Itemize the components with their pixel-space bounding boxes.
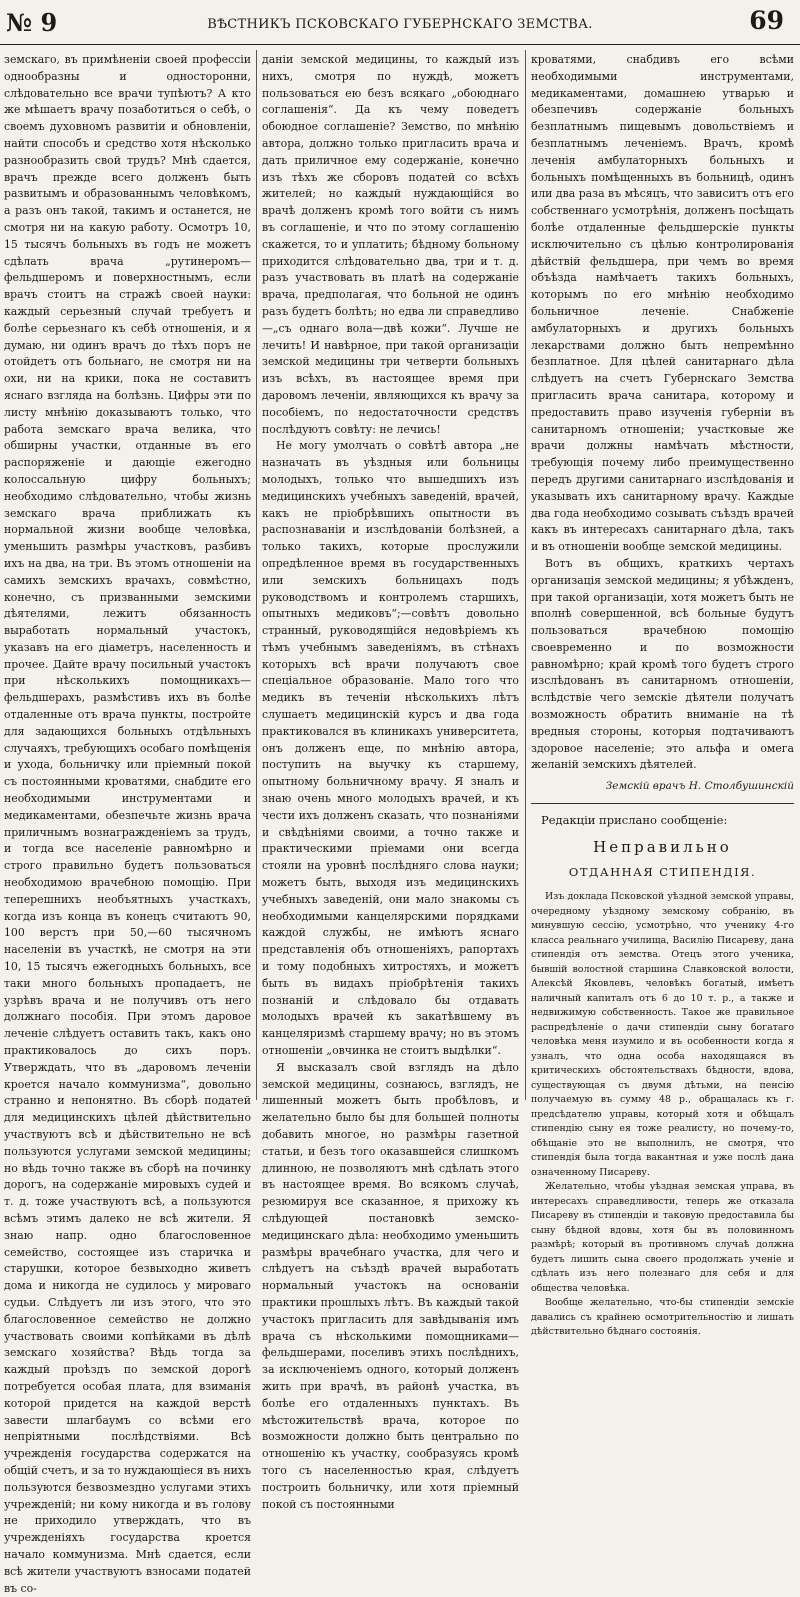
page-number: 69 bbox=[749, 6, 784, 35]
notice-intro: Редакціи прислано сообщеніе: bbox=[541, 813, 728, 828]
section-divider bbox=[531, 803, 794, 804]
signature: Земскій врачъ Н. Столбушинскій bbox=[605, 780, 794, 793]
paragraph: Желательно, чтобы уѣздная земская управа, въ интересахъ справедливости, теперь же отказала Писареву въ стипендіи и таковую предоставила бы сыну бѣдной вдовы, хотя бы въ половинномъ размѣрѣ; который въ противномъ случаѣ должна будетъ лишить сына своего продолжать ученіе и сдѣлать изъ него полезнаго для себя и для общества человѣка. bbox=[531, 1181, 794, 1294]
notice-subtitle: ОТДАННАЯ СТИПЕНДІЯ. bbox=[568, 864, 757, 879]
notice-body bbox=[531, 890, 794, 1340]
paragraph: Не могу умолчать о совѣтѣ автора „не назначать въ уѣздныя или больницы молодыхъ, только что вышедшихъ изъ медицинскихъ учебныхъ заведеній, врачей, какъ не пріобрѣвшихъ опытности въ распознаваніи и изслѣдованіи болѣзней, а только такихъ, которые прослужили опредѣленное время въ государственныхъ или земскихъ больницахъ подъ руководствомъ и контролемъ старшихъ, опытныхъ медиковъ“;—совѣтъ довольно странный, руководящійся недовѣріемъ къ тѣмъ учебнымъ заведеніямъ, въ стѣнахъ которыхъ всѣ врачи получаютъ свое спеціальное образованіе. Мало того что медикъ въ теченіи нѣсколькихъ лѣтъ слушаетъ медицинскій курсъ и два года практиковался въ клиникахъ университета, онъ долженъ еще, по мнѣнію автора, поступить на выучку къ старшему, опытному больничному врачу. Я зналъ и знаю очень много молодыхъ врачей, и къ чести ихъ долженъ сказать, что познаніями и свѣдѣніями своими, а точно также и практическими пріемами они всегда стояли на уровнѣ послѣдняго слова науки; можетъ быть, выходя изъ медицинскихъ учебныхъ заведеній, они мало знакомы съ необходимыми канцелярскими порядками каждой службы, не имѣютъ яснаго представленія объ отношеніяхъ, рапортахъ и тому подобныхъ хитростяхъ, и можетъ быть въ видахъ пріобрѣтенія такихъ познаній и слѣдовало бы отдавать молодыхъ врачей къ закатѣвшему въ канцеляризмѣ старшему врачу; но въ этомъ отношеніи „овчинка не стоитъ выдѣлки“. bbox=[262, 439, 519, 1058]
running-title: ВѢСТНИКЪ ПСКОВСКАГО ГУБЕРНСКАГО ЗЕМСТВА. bbox=[207, 17, 593, 32]
page-header bbox=[0, 0, 800, 45]
column-3 bbox=[531, 52, 794, 1338]
issue-number: № 9 bbox=[6, 8, 58, 37]
paragraph: земскаго, въ примѣненіи своей профессіи однообразны и односторонни, слѣдовательно все врачи тупѣютъ? А кто же мѣшаетъ врачу позаботиться о себѣ, о своемъ духовномъ развитіи и обновленіи, найти способъ и средство хотя нѣсколько разнообразить свой трудъ? Мнѣ сдается, врачъ прежде всего долженъ быть развитымъ и образованнымъ человѣкомъ, а разъ онъ такой, такимъ и останется, не смотря ни на какую работу. Осмотръ 10, 15 тысячъ больныхъ въ годъ не можетъ сдѣлать врача „рутинеромъ—фельдшеромъ и поверхностнымъ, если врачъ стоитъ на стражѣ своей науки: каждый серьезный случай требуетъ и болѣе серьезнаго къ себѣ отношенія, и я думаю, ни одинъ врачъ до тѣхъ поръ не отойдетъ отъ больнаго, не смотря ни на охи, ни на крики, пока не составитъ яснаго взгляда на болѣзнь. Цифры эти по листу мнѣнію доказываютъ только, что работа земскаго врача велика, что обширны участки, отданные въ его распоряженіе и дающіе ежегодно колоссальную цифру больныхъ; необходимо слѣдовательно, чтобы жизнь земскаго врача приближать къ нормальной жизни вообще человѣка, уменьшить размѣры участковъ, разбивъ ихъ на два, на три. Въ этомъ отношеніи на самихъ земскихъ врачахъ, совмѣстно, конечно, съ призванными земскими дѣятелями, лежитъ обязанность выработать нормальный участокъ, указавъ на его діаметръ, населенность и прочее. Дайте врачу посильный участокъ при нѣсколькихъ помощникахъ—фельдшерахъ, размѣстивъ ихъ въ болѣе отдаленные отъ врача пункты, постройте для задающихся больныхъ отдѣльныхъ случаяхъ, требующихъ особаго помѣщенія и ухода, больничку или пріемный покой съ постоянными кроватями, снабдите его необходимыми инструментами и медикаментами, обезпечьте жизнь врача приличнымъ вознагражденіемъ за трудъ, и тогда все населеніе равномѣрно и строго правильно будетъ пользоваться необходимою врачебною помощію. При теперешнихъ необъятныхъ участкахъ, когда изъ конца въ конецъ считаютъ 90, 100 верстъ при 50,—60 тысячномъ населеніи въ участкѣ, не смотря на эти 10, 15 тысячъ ежегодныхъ больныхъ, все таки много больныхъ пропадаетъ, не узрѣвъ врача и не получивъ отъ него должнаго пособія. При этомъ даровое леченіе слѣдуетъ оставить такъ, какъ оно практиковалось до сихъ поръ. Утверждать, что въ „даровомъ леченіи кроется начало коммунизма“, довольно странно и непонятно. Въ сборѣ податей для медицинскихъ цѣлей дѣйствительно участвуютъ всѣ и дѣйствительно не всѣ пользуются услугами земской медицины; но вѣдь точно также въ сборѣ на починку дорогъ, на содержаніе мировыхъ судей и т. д. тоже участвуютъ всѣ, а пользуются всѣмъ этимъ далеко не всѣ жители. Я знаю напр. одно благословенное семейство, состоящее изъ старичка и старушки, которое безвыходно живетъ дома и никогда не судилось у мироваго судьи. Слѣдуетъ ли изъ этого, что это благословенное семейство не должно участвовать своими копѣйками въ дѣлѣ земскаго хозяйства? Вѣдь тогда за каждый проѣздъ по земской дорогѣ потребуется особая плата, для взиманія которой придется на каждой верстѣ завести шлагбаумъ со всѣми его непріятными послѣдствіями. Всѣ учрежденія государства содержатся на общій счетъ, и за то нуждающіеся въ нихъ пользуются безвозмездно услугами этихъ учрежденій; ни кому никогда и въ голову не приходило утверждать, что въ учрежденіяхъ государства кроется начало коммунизма. Мнѣ сдается, если всѣ жители участвуютъ взносами податей въ со- bbox=[4, 53, 251, 1595]
column-rule bbox=[256, 50, 257, 1100]
paragraph: Вообще желательно, что-бы стипендіи земскіе давались съ крайнею осмотрительностію и лишать дѣйствительно бѣднаго состоянія. bbox=[531, 1297, 794, 1338]
paragraph: Я высказалъ свой взглядъ на дѣло земской медицины, сознаюсь, взглядъ, не лишенный можетъ быть пробѣловъ, и желательно было бы для большей полноты добавить многое, но размѣры газетной статьи, и безъ того оказавшейся слишкомъ длинною, не позволяютъ мнѣ сдѣлать этого въ настоящее время. Во всякомъ случаѣ, резюмируя все сказанное, я прихожу къ слѣдующей постановкѣ земско-медицинскаго дѣла: необходимо уменьшить размѣры врачебнаго участка, для чего и слѣдуетъ на съѣздѣ врачей выработать нормальный участокъ на основаніи практики прошлыхъ лѣтъ. Въ каждый такой участокъ пригласить для завѣдыванія имъ врача съ нѣсколькими помощниками—фельдшерами, поселивъ этихъ послѣднихъ, за исключеніемъ одного, который долженъ жить при врачѣ, въ районѣ участка, въ болѣе его отдаленныхъ пунктахъ. Въ мѣстожительствѣ врача, которое по возможности должно быть центрально по отношенію къ участку, сообразуясь кромѣ того съ населенностью края, слѣдуетъ построить больничку, или хотя пріемный покой съ постоянными bbox=[262, 1060, 519, 1511]
column-1 bbox=[4, 52, 251, 1595]
notice-title: Неправильно bbox=[593, 837, 732, 856]
paragraph: даніи земской медицины, то каждый изъ нихъ, смотря по нуждѣ, можетъ пользоваться ею безъ всякаго „обоюднаго соглашенія“. Да къ чему поведетъ обоюдное соглашеніе? Земство, по мнѣнію автора, должно только пригласить врача и дать приличное ему содержаніе, конечно изъ тѣхъ же сборовъ податей со всѣхъ жителей; но каждый нуждающійся во врачѣ долженъ кромѣ того войти съ нимъ въ соглашеніе, и что по этому соглашенію скажется, то и уплатить; бѣдному больному приходится слѣдовательно два, три и т. д. разъ участвовать въ платѣ на содержаніе врача, предполагая, что больной не одинъ разъ будетъ болѣть; но едва ли справедливо—„съ однаго вола—двѣ кожи“. Лучше не лечить! И навѣрное, при такой организаціи земской медицины три четверти больныхъ изъ всѣхъ, въ настоящее время при даровомъ леченіи, являющихся къ врачу за пособіемъ, по недостаточности средствъ послѣдуютъ совѣту: не лечись! bbox=[262, 53, 519, 436]
paragraph: кроватями, снабдивъ его всѣми необходимыми инструментами, медикаментами, домашнею утварью и обезпечивъ содержаніе больныхъ безплатнымъ пищевымъ довольствіемъ и безплатнымъ леченіемъ. Врачъ, кромѣ леченія амбулаторныхъ больныхъ и больныхъ помѣщенныхъ въ больницѣ, одинъ или два раза въ мѣсяцъ, что зависитъ отъ его собственнаго усмотрѣнія, долженъ посѣщать болѣе отдаленные фельдшерскіе пункты исключительно съ цѣлью контролированія дѣйствій фельдшера, при чемъ во время объѣзда намѣчаетъ такихъ больныхъ, которымъ по его мнѣнію необходимо больничное леченіе. Снабженіе амбулаторныхъ и другихъ больныхъ лекарствами должно быть непремѣнно безплатное. Для цѣлей санитарнаго дѣла слѣдуетъ на счетъ Губернскаго Земства пригласить врача санитара, которому и предоставить право изученія губерніи въ санитарномъ отношеніи; участковые же врачи должны намѣчать мѣстности, требующія почему либо преимущественно передъ другими санитарнаго изслѣдованія и указывать ихъ санитарному врачу. Каждые два года необходимо созывать съѣздъ врачей какъ въ интересахъ санитарнаго дѣла, такъ и въ отношеніи вообще земской медицины. bbox=[531, 53, 794, 554]
column-rule bbox=[525, 50, 526, 1100]
paragraph: Вотъ въ общихъ, краткихъ чертахъ организація земской медицины; я убѣжденъ, при такой организаціи, хотя можетъ быть не вполнѣ совершенной, всѣ больные будутъ пользоваться врачебною помощію своевременно и по возможности равномѣрно; край кромѣ того будетъ строго изслѣдованъ въ санитарномъ отношеніи, вслѣдствіе чего земскіе дѣятели получатъ возможность обратить вниманіе на тѣ вредныя стороны, которыя подтачиваютъ здоровое населеніе; это альфа и омега желаній земскихъ дѣятелей. bbox=[531, 556, 794, 772]
column-2 bbox=[262, 52, 519, 1511]
paragraph: Изъ доклада Псковской уѣздной земской управы, очередному уѣздному земскому собранію, въ минувшую сессію, усмотрѣно, что ученику 4-го класса реальнаго училища, Василію Писареву, дана стипендія отъ земства. Отецъ этого ученика, бывшій волостной старшина Славковской волости, Алексѣй Яковлевъ, человѣкъ богатый, имѣетъ наличный капиталъ отъ 6 до 10 т. р., а также и недвижимую собственность. Такое же правильное распредѣленіе о дачи стипендіи сыну богатаго человѣка меня изумило и въ особенности когда я узналъ, что одна особа находящаяся въ критическихъ обстоятельствахъ бѣдности, вдова, существующая съ двумя дѣтьми, на пенсію получаемую въ сумму 48 р., обращалась къ г. предсѣдателю управы, который хотя и обѣщалъ стипендію сыну ея тоже реалисту, но почему-то, обѣщаніе это не выполнилъ, не смотря, что стипендія была тогда вакантная и уже послѣ дана означенному Писареву. bbox=[531, 891, 794, 1178]
